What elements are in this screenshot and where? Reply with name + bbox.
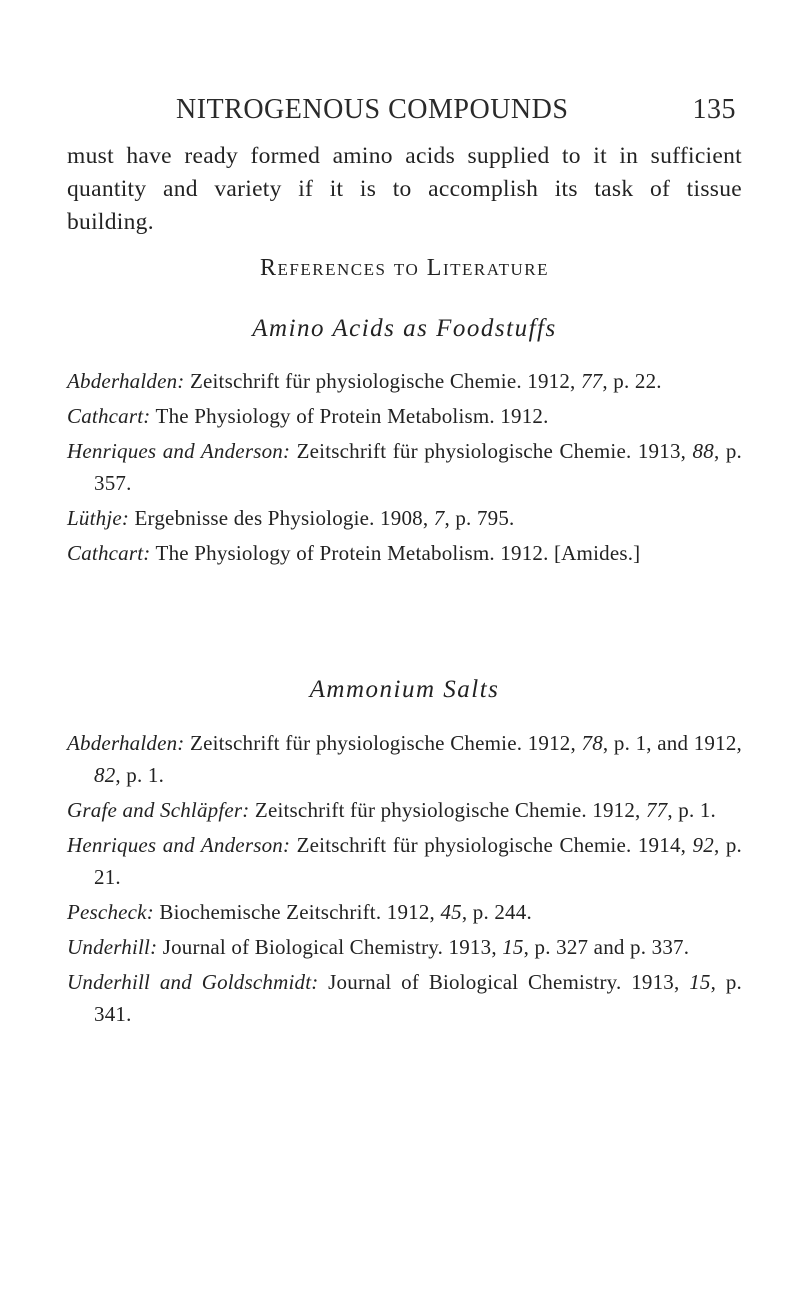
running-head-title: NITROGENOUS COMPOUNDS xyxy=(176,94,569,125)
reference-entry: Henriques and Anderson: Zeitschrift für physiologische Chemie. 1913, 88, p. 357. xyxy=(67,439,742,495)
reference-entry: Abderhalden: Zeitschrift für physiologische Chemie. 1912, 78, p. 1, and 1912, 82, p. 1. xyxy=(67,731,742,787)
reference-entry: Underhill: Journal of Biological Chemistry. 1913, 15, p. 327 and p. 337. xyxy=(67,935,690,959)
running-head xyxy=(176,94,736,134)
subsection-heading-amino-acids: Amino Acids as Foodstuffs xyxy=(252,315,557,342)
reference-entry: Henriques and Anderson: Zeitschrift für physiologische Chemie. 1914, 92, p. 21. xyxy=(67,833,742,889)
reference-entry: Cathcart: The Physiology of Protein Metabolism. 1912. xyxy=(67,404,549,428)
body-paragraph: must have ready formed amino acids supplied to it in sufficient quantity and variety if it is to accomplish its task of tissue building. xyxy=(67,143,742,235)
section-title: References to Literature xyxy=(260,255,549,281)
page-number: 135 xyxy=(692,94,736,125)
reference-entry: Cathcart: The Physiology of Protein Metabolism. 1912. [Amides.] xyxy=(67,541,641,565)
reference-entry: Abderhalden: Zeitschrift für physiologische Chemie. 1912, 77, p. 22. xyxy=(67,369,662,393)
reference-list-amino-acids xyxy=(67,365,742,572)
subsection-heading-ammonium-salts: Ammonium Salts xyxy=(309,676,500,703)
reference-entry: Grafe and Schläpfer: Zeitschrift für physiologische Chemie. 1912, 77, p. 1. xyxy=(67,798,717,822)
reference-entry: Underhill and Goldschmidt: Journal of Biological Chemistry. 1913, 15, p. 341. xyxy=(67,970,742,1026)
reference-entry: Lüthje: Ergebnisse des Physiologie. 1908, 7, p. 795. xyxy=(67,506,515,530)
reference-entry: Pescheck: Biochemische Zeitschrift. 1912, 45, p. 244. xyxy=(67,900,532,924)
reference-list-ammonium-salts xyxy=(67,727,742,1033)
